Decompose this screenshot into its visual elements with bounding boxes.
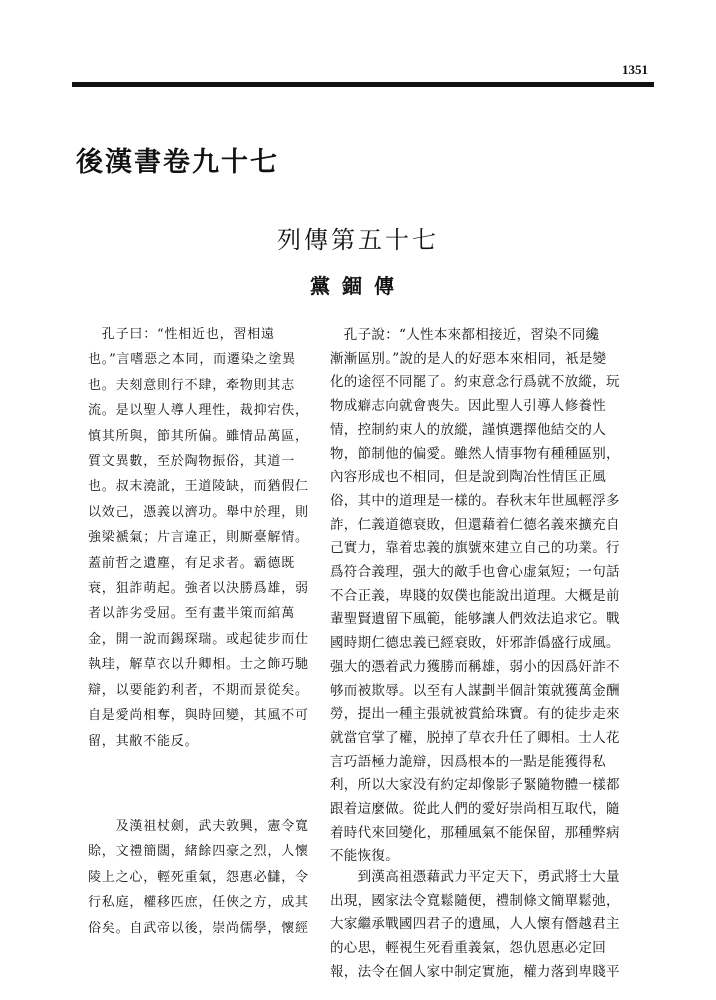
modern-line: 詐，仁義道德衰敗，但還藉着仁德名義來擴充自: [330, 516, 620, 533]
modern-line: 內容形成也不相同，但是說到陶冶性情匡正風: [330, 469, 606, 486]
classical-line: 慎其所與，節其所偏。雖情品萬區，: [88, 428, 309, 444]
classical-line: 以效己，憑義以濟功。舉中於理，則: [88, 504, 309, 520]
classical-line: 金，開一說而錫琛瑞。或起徒步而仕: [88, 631, 309, 647]
modern-line: 跟着這麼做。從此人們的愛好崇尚相互取代，隨: [330, 801, 620, 818]
modern-line: 孔子說：“人性本來都相接近，習染不同纔: [330, 327, 600, 343]
classical-line: 自是愛尚相奪，與時回變，其風不可: [88, 708, 309, 724]
classical-line: 執珪，解草衣以升卿相。士之飾巧馳: [88, 657, 309, 673]
chapter-title: 列傳第五十七: [277, 226, 439, 254]
header-rule: [72, 82, 654, 87]
modern-line: 物成癖志向就會喪失。因此聖人引導人修養性: [330, 398, 606, 415]
modern-paragraph-2: [330, 866, 620, 985]
classical-paragraph-1: [88, 322, 309, 754]
modern-line: 的心思，輕視生死看重義氣，怨仇恩惠必定回: [330, 940, 606, 957]
modern-line: 够而被欺辱。以至有人謀劃半個計策就獲萬金酬: [330, 682, 620, 699]
book-title: 後漢書卷九十七: [76, 147, 279, 178]
modern-line: 勞，提出一種主張就被賞給珠寶。有的徒步走來: [330, 706, 620, 723]
classical-paragraph-2: [88, 814, 309, 941]
modern-line: 不能恢復。: [330, 848, 399, 865]
classical-line: 行私庭，權移匹庶，任俠之方，成其: [88, 895, 309, 911]
modern-line: 强大的憑着武力獲勝而稱雄，弱小的因爲奸詐不: [330, 658, 620, 675]
modern-line: 俗，其中的道理是一樣的。春秋末年世風輕浮多: [330, 492, 620, 509]
modern-line: 報，法令在個人家中制定實施，權力落到卑賤平: [330, 963, 620, 980]
modern-line: 到漢高祖憑藉武力平定天下，勇武將士大量: [330, 869, 620, 885]
modern-line: 着時代來回變化，那種風氣不能保留，那種弊病: [330, 824, 620, 841]
modern-line: 情，控制約束人的放縱，謹慎選擇他結交的人: [330, 421, 606, 438]
modern-line: 言巧語極力詭辯，因爲根本的一點是能獲得私: [330, 753, 606, 770]
modern-line: 出現，國家法令寬鬆隨便，禮制條文簡單鬆弛，: [330, 892, 620, 909]
classical-line: 蓋前哲之遺塵，有足求者。霸德既: [88, 555, 296, 571]
classical-line: 也。叔末澆訛，王道陵缺，而猶假仁: [88, 479, 309, 495]
page-number: 1351: [622, 62, 648, 77]
modern-line: 物，節制他的偏愛。雖然人情事物有種種區别，: [330, 445, 620, 462]
classical-line: 及漢祖杖劍，武夫敦興，憲令寬: [88, 819, 309, 834]
classical-line: 陵上之心，輕死重氣，怨惠必讎，令: [88, 869, 309, 885]
modern-line: 爲符合義理，强大的敵手也會心虚氣短；一句話: [330, 564, 620, 581]
classical-line: 衰，狙詐萌起。強者以決勝爲雄，弱: [88, 581, 309, 597]
classical-line: 強梁褫氣；片言違正，則厮臺解情。: [88, 530, 309, 546]
classical-line: 留，其敝不能反。: [88, 733, 199, 749]
modern-line: 就當官掌了權，脱掉了草衣升任了卿相。士人花: [330, 729, 620, 746]
modern-line: 化的途徑不同罷了。約束意念行爲就不放縱，玩: [330, 374, 620, 391]
classical-line: 也。”言嗜惡之本同，而遷染之塗異: [88, 352, 296, 368]
section-title: 黨錮傳: [310, 274, 406, 298]
modern-paragraph-1: [330, 324, 620, 869]
modern-line: 不合正義，卑賤的奴僕也能說出道理。大概是前: [330, 587, 620, 604]
classical-line: 俗矣。自武帝以後，崇尚儒學，懷經: [88, 920, 309, 936]
classical-line: 也。夫刻意則行不肆，牽物則其志: [88, 377, 296, 393]
classical-line: 孔子曰：“性相近也，習相遠: [88, 327, 275, 342]
classical-line: 質文異數，至於陶物振俗，其道一: [88, 454, 296, 470]
modern-line: 己實力，靠着忠義的旗號來建立自己的功業。行: [330, 540, 620, 557]
modern-line: 輩聖賢遺留下風範，能够讓人們效法追求它。戰: [330, 611, 620, 628]
modern-line: 大家繼承戰國四君子的遺風，人人懷有僭越君主: [330, 916, 620, 933]
classical-line: 流。是以聖人導人理性，裁抑宕佚，: [88, 403, 309, 419]
classical-line: 者以詐劣受屈。至有畫半策而綰萬: [88, 606, 296, 622]
modern-line: 漸漸區別。”說的是人的好惡本來相同，衹是變: [330, 350, 607, 367]
modern-line: 國時期仁德忠義已經衰敗，奸邪詐僞盛行成風。: [330, 635, 620, 652]
classical-line: 辯，以要能釣利者，不期而景從矣。: [88, 682, 309, 698]
classical-line: 賒，文禮簡闊，緒餘四豪之烈，人懷: [88, 844, 309, 860]
modern-line: 利，所以大家没有約定却像影子緊隨物體一樣都: [330, 777, 620, 794]
